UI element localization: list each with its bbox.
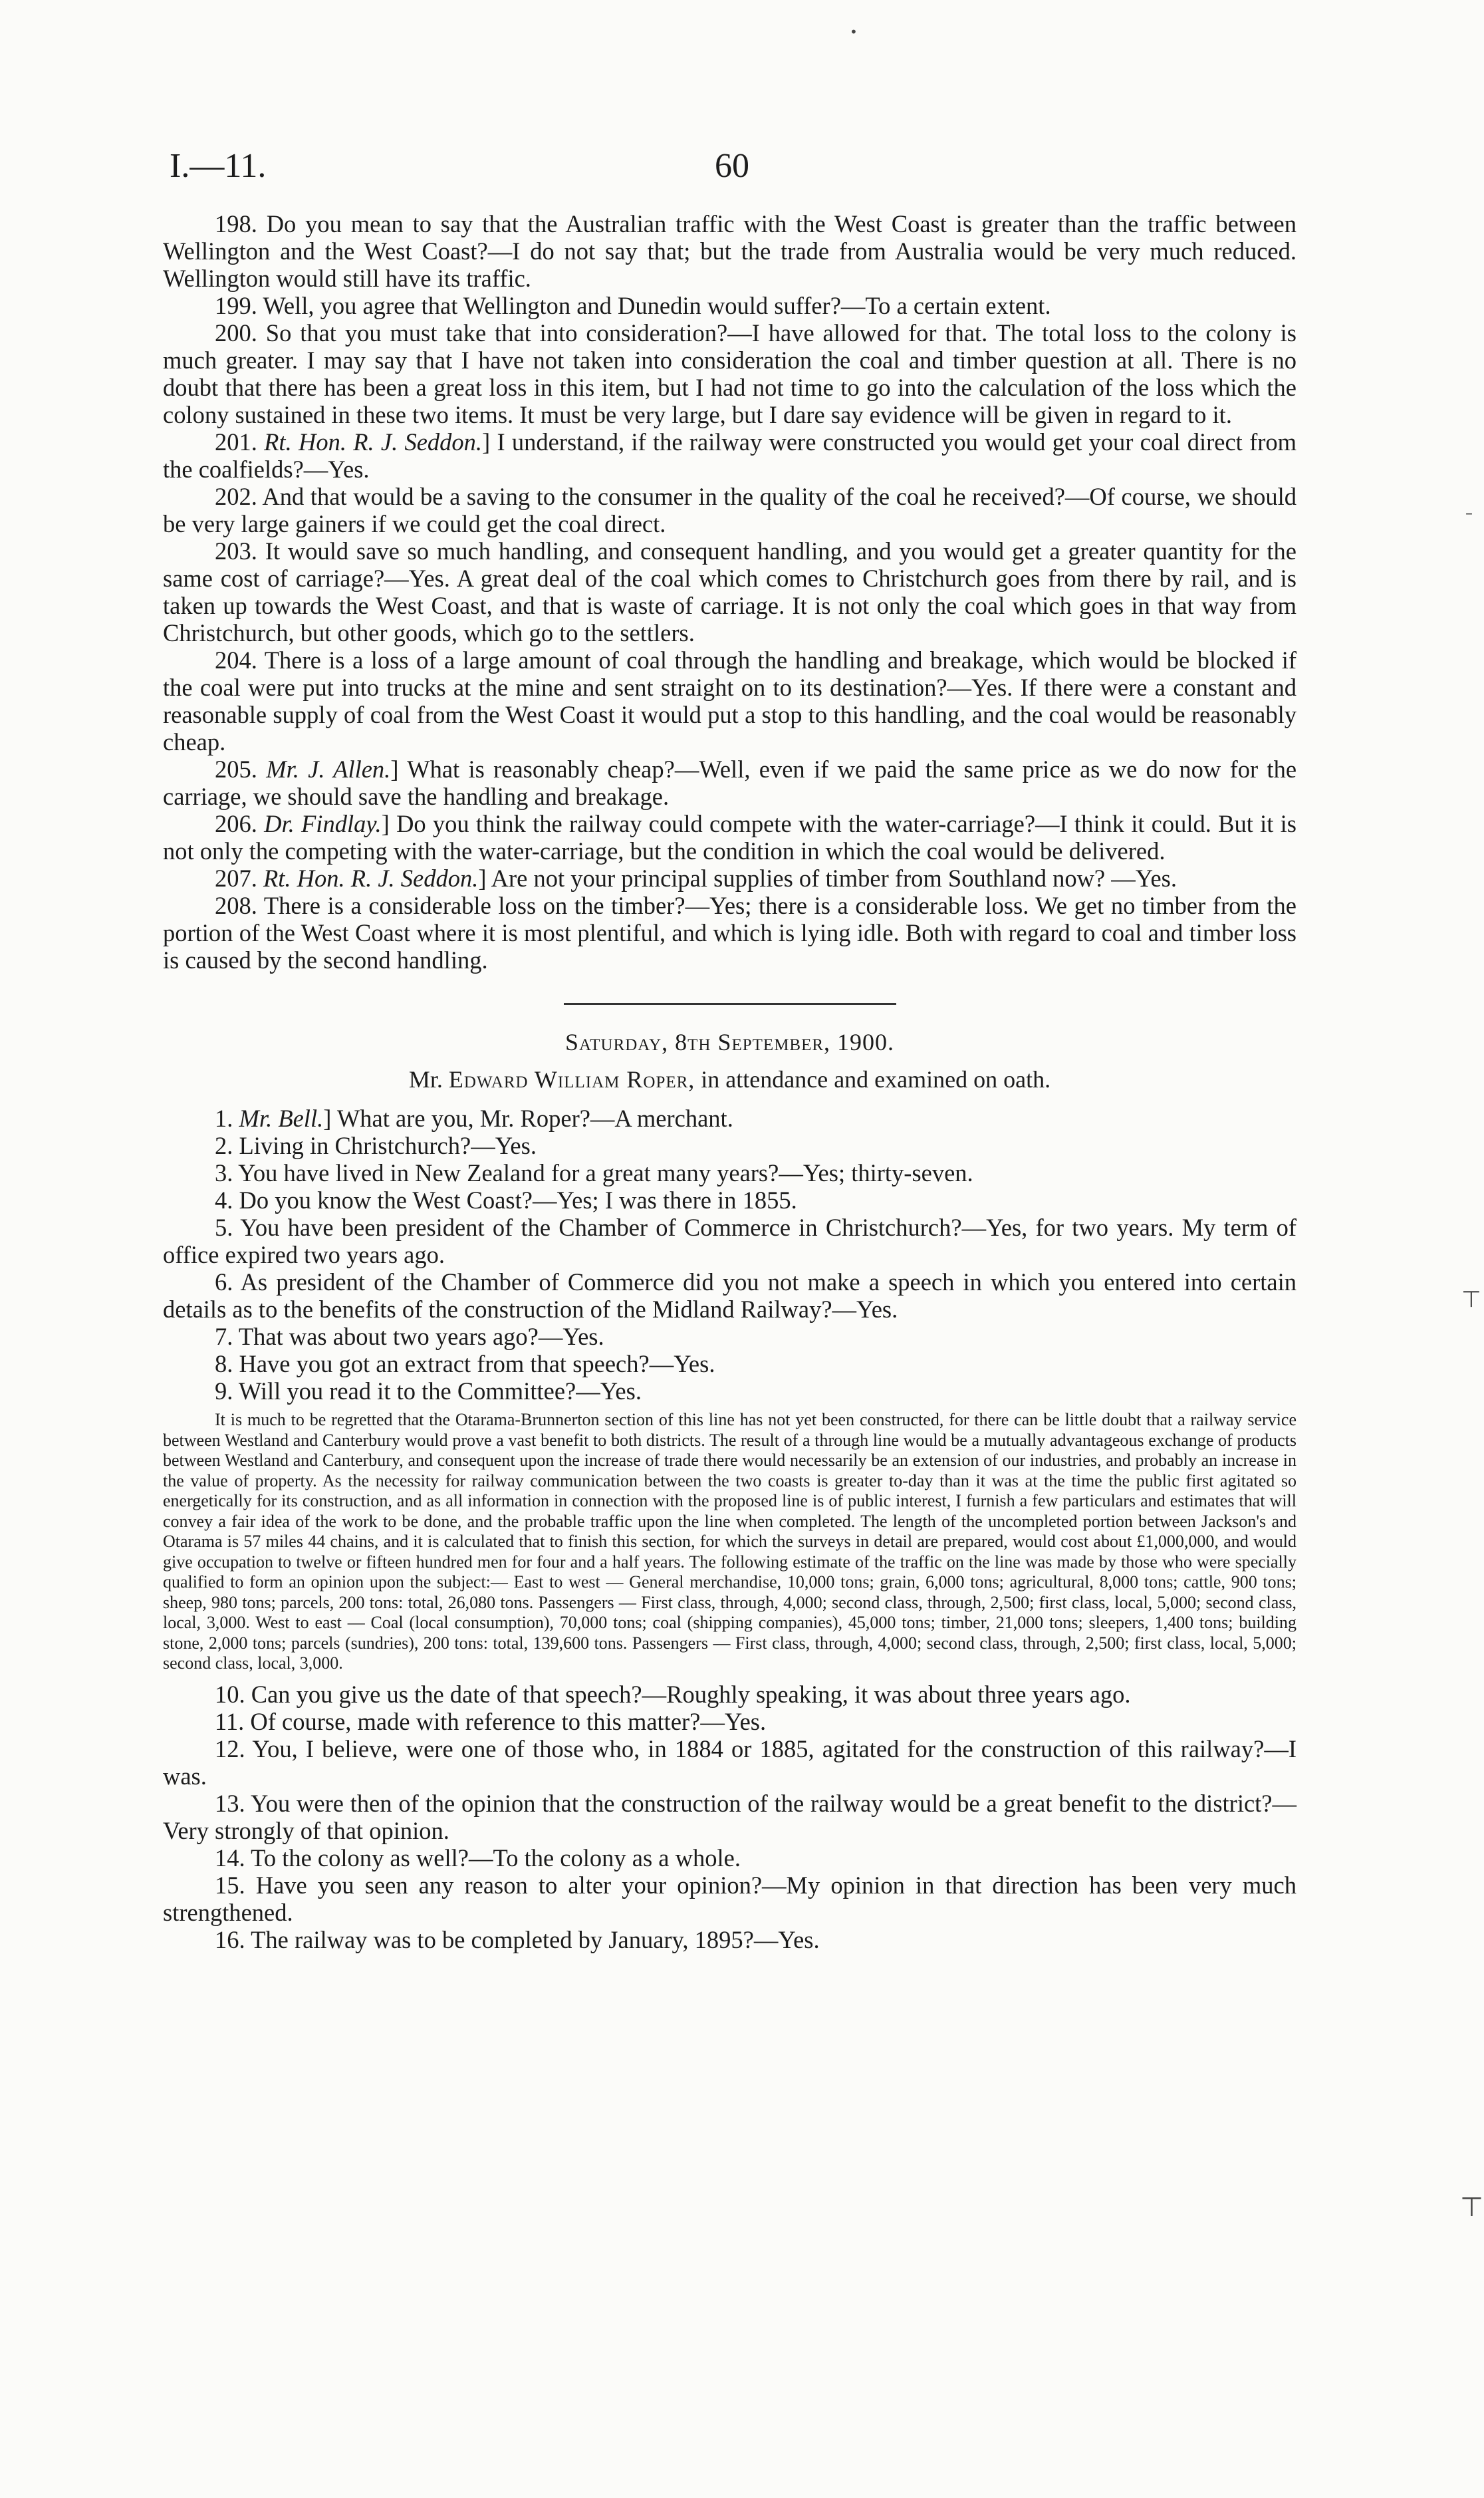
question-8: 8. Have you got an extract from that speech?—Yes. — [215, 1350, 715, 1377]
margin-mark-icon: ⊤ — [1460, 2192, 1483, 2223]
question-205: 205. Mr. J. Allen.] What is reasonably cheap?—Well, even if we paid the same price as we do now for the carriage, we should save the handling and breakage. — [163, 756, 1297, 810]
question-text: I understand, if the railway were constructed you would get your coal direct from the coalfields?—Yes. — [163, 428, 1297, 483]
question-204: 204. There is a loss of a large amount of coal through the handling and breakage, which would be blocked if the coal were put into trucks at the mine and sent straight on to its destination?—Yes. If there were a constant and reasonable supply of coal from the West Coast it would put a stop to this handling, and the coal would be reasonably cheap. — [163, 646, 1297, 756]
question-2: 2. Living in Christchurch?—Yes. — [215, 1132, 537, 1159]
speaker-name: Rt. Hon. R. J. Seddon. — [263, 865, 479, 892]
section-divider — [564, 1003, 896, 1005]
question-202: 202. And that would be a saving to the consumer in the quality of the coal he received?—Of course, we should be very large gainers if we could get the coal direct. — [163, 483, 1297, 537]
question-12: 12. You, I believe, were one of those who, in 1884 or 1885, agitated for the construction of this railway?—I was. — [163, 1735, 1297, 1790]
question-10: 10. Can you give us the date of that speech?—Roughly speaking, it was about three years ago. — [215, 1680, 1131, 1708]
question-number: 1. — [215, 1105, 233, 1132]
session-date: Saturday, 8th September, 1900. — [564, 1029, 895, 1055]
speaker-name: Dr. Findlay. — [264, 810, 382, 837]
question-number: 205. — [215, 756, 257, 783]
question-text: What are you, Mr. Roper?—A merchant. — [336, 1105, 733, 1132]
question-198: 198. Do you mean to say that the Australian traffic with the West Coast is greater than the traffic between Wellington and the West Coast?—I do not say that; but the trade from Australia would be very much reduced. Wellington would still have its traffic. — [163, 210, 1297, 292]
question-16: 16. The railway was to be completed by January, 1895?—Yes. — [215, 1925, 820, 1953]
witness-note: in attendance and examined on oath. — [701, 1066, 1051, 1093]
question-11: 11. Of course, made with reference to this matter?—Yes. — [215, 1707, 767, 1735]
question-number: 206. — [215, 810, 257, 837]
question-text: Are not your principal supplies of timber from Southland now? —Yes. — [491, 865, 1177, 892]
question-14: 14. To the colony as well?—To the colony as a whole. — [215, 1844, 741, 1872]
question-201: 201. Rt. Hon. R. J. Seddon.] I understand, if the railway were constructed you would get your coal direct from the coalfields?—Yes. — [163, 428, 1297, 483]
speaker-name: Mr. J. Allen. — [266, 756, 391, 783]
question-number: 207. — [215, 865, 257, 892]
question-203: 203. It would save so much handling, and consequent handling, and you would get a greater quantity for the same cost of carriage?—Yes. A great deal of the coal which comes to Christchurch goes from there by rail, and is taken up towards the West Coast, and that is waste of carriage. It is not only the coal which goes in that way from Christchurch, but other goods, which go to the settlers. — [163, 537, 1297, 646]
speech-extract: It is much to be regretted that the Otarama-Brunnerton section of this line has not yet been constructed, for there can be little doubt that a railway service between Westland and Canterbury would prove a vast benefit to both districts. The result of a through line would be a mutually advantageous exchange of products between Westland and Canterbury, and consequent upon the increase of trade there would necessarily be an extension of our industries, and probably an increase in the value of property. As the necessity for railway communication between the two coasts is greater to-day than it was at the time the public first agitated so energetically for its construction, and as all information in connection with the proposed line is of public interest, I furnish a few particulars and estimates that will convey a fair idea of the work to be done, and the probable traffic upon the line when completed. The length of the uncompleted portion between Jackson's and Otarama is 57 miles 44 chains, and it is calculated that to finish this section, for which the surveys in detail are prepared, would cost about £1,000,000, and would give occupation to twelve or fifteen hundred men for four and a half years. The following estimate of the traffic on the line was made by those who were specially qualified to form an opinion upon the subject:— East to west — General merchandise, 10,000 tons; grain, 6,000 tons; agricultural, 8,000 tons; cattle, 900 tons; sheep, 980 tons; parcels, 200 tons: total, 26,080 tons. Passengers — First class, through, 4,000; second class, through, 2,500; first class, local, 5,000; second class, local, 3,000. West to east — Coal (local consumption), 70,000 tons; coal (shipping companies), 45,000 tons; timber, 21,000 tons; sleepers, 1,400 tons; building stone, 2,000 tons; parcels (sundries), 200 tons: total, 139,600 tons. Passengers — First class, through, 4,000; second class, through, 2,500; first class, local, 5,000; second class, local, 3,000. — [163, 1410, 1297, 1673]
witness-name: Edward William Roper, — [448, 1066, 695, 1093]
question-number: 201. — [215, 428, 257, 456]
question-208: 208. There is a considerable loss on the timber?—Yes; there is a considerable loss. We get no timber from the portion of the West Coast where it is most plentiful, and which is lying idle. Both with regard to coal and timber loss is caused by the second handling. — [163, 892, 1297, 974]
testimony-section-1 — [163, 210, 1297, 1953]
witness-line — [163, 1065, 1297, 1094]
question-15: 15. Have you seen any reason to alter your opinion?—My opinion in that direction has been very much strengthened. — [163, 1871, 1297, 1926]
margin-mark-icon: ⊤ — [1461, 1286, 1481, 1313]
question-200: 200. So that you must take that into consideration?—I have allowed for that. The total loss to the colony is much greater. I may say that I have not taken into consideration the coal and timber question at all. There is no doubt that there has been a great loss in this item, but I had not time to go into the calculation of the loss which the colony sustained in these two items. It must be very large, but I dare say evidence will be given in regard to it. — [163, 319, 1297, 428]
question-206: 206. Dr. Findlay.] Do you think the railway could compete with the water-carriage?—I think it could. But it is not only the competing with the water-carriage, but the condition in which the coal would be delivered. — [163, 810, 1297, 865]
print-mark-icon: • — [850, 24, 858, 40]
question-4: 4. Do you know the West Coast?—Yes; I was there in 1855. — [215, 1186, 797, 1214]
question-text: Do you think the railway could compete with the water-carriage?—I think it could. But it is not only the competing with the water-carriage, but the condition in which the coal would be delivered. — [163, 810, 1297, 865]
speaker-name: Rt. Hon. R. J. Seddon. — [264, 428, 483, 456]
question-3: 3. You have lived in New Zealand for a great many years?—Yes; thirty-seven. — [215, 1159, 973, 1186]
report-reference: I.—11. — [170, 147, 267, 185]
question-199: 199. Well, you agree that Wellington and Dunedin would suffer?—To a certain extent. — [215, 292, 1051, 319]
witness-title: Mr. — [408, 1066, 443, 1093]
margin-mark-icon: – — [1465, 505, 1473, 522]
page-number: 60 — [715, 147, 749, 185]
question-6: 6. As president of the Chamber of Commerce did you not make a speech in which you entered into certain details as to the benefits of the construction of the Midland Railway?—Yes. — [163, 1268, 1297, 1323]
question-9: 9. Will you read it to the Committee?—Yes. — [215, 1377, 642, 1405]
page-header — [170, 146, 1314, 193]
speaker-name: Mr. Bell. — [239, 1105, 324, 1132]
question-text: What is reasonably cheap?—Well, even if we paid the same price as we do now for the carriage, we should save the handling and breakage. — [163, 756, 1297, 810]
question-207: 207. Rt. Hon. R. J. Seddon.] Are not your principal supplies of timber from Southland now? —Yes. — [215, 865, 1177, 892]
question-13: 13. You were then of the opinion that the construction of the railway would be a great benefit to the district?—Very strongly of that opinion. — [163, 1789, 1297, 1844]
question-1: 1. Mr. Bell.] What are you, Mr. Roper?—A merchant. — [215, 1105, 733, 1132]
question-7: 7. That was about two years ago?—Yes. — [215, 1323, 604, 1350]
question-5: 5. You have been president of the Chamber of Commerce in Christchurch?—Yes, for two years. My term of office expired two years ago. — [163, 1214, 1297, 1268]
